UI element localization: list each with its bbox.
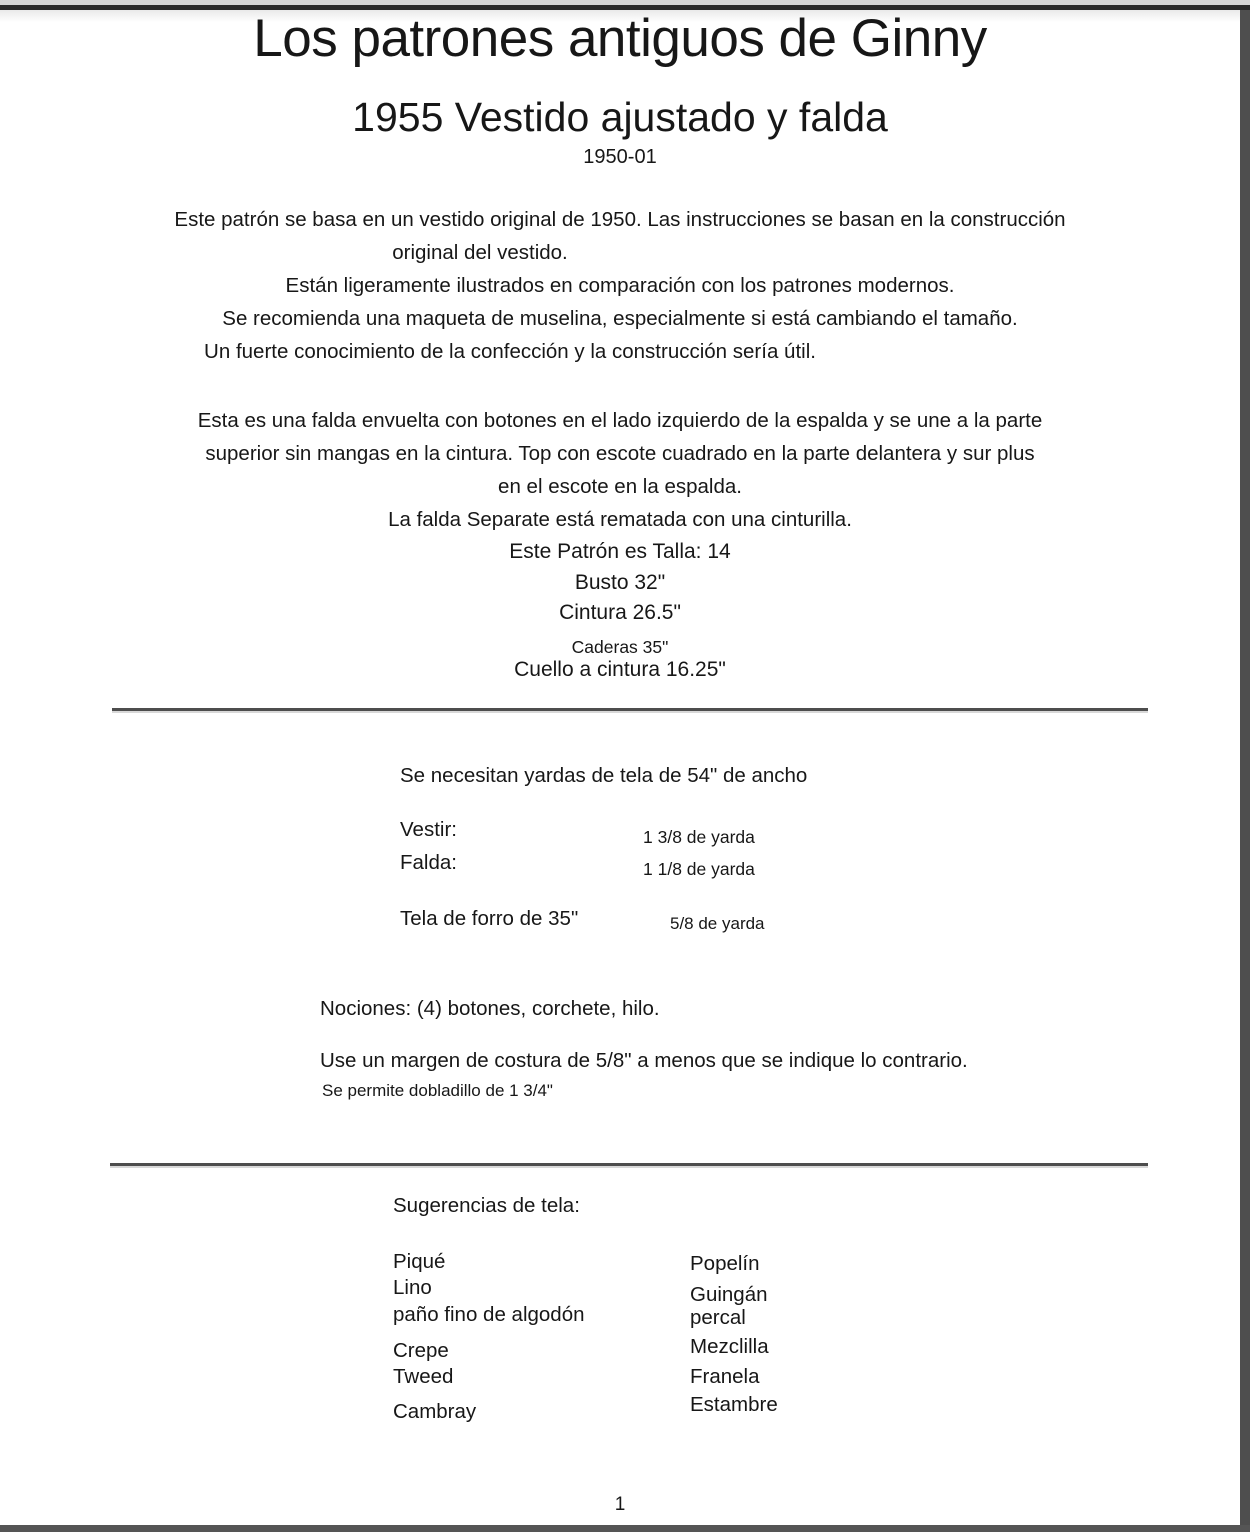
description-line: La falda Separate está rematada con una cinturilla. [388, 508, 852, 531]
hem-allowance-note: Se permite dobladillo de 1 3/4" [322, 1081, 553, 1100]
description-paragraph [0, 404, 1240, 536]
fabric-item: Crepe [393, 1339, 449, 1362]
description-line: en el escote en la espalda. [498, 475, 742, 498]
pattern-number: 1950-01 [583, 146, 657, 168]
intro-line: Se recomienda una maqueta de muselina, especialmente si está cambiando el tamaño. [222, 307, 1018, 330]
yardage-row-value: 1 1/8 de yarda [643, 859, 755, 879]
intro-line: Este patrón se basa en un vestido original de 1950. Las instrucciones se basan en la construcción [174, 208, 1066, 231]
fabric-item: Cambray [393, 1400, 477, 1423]
section-divider [110, 1163, 1148, 1166]
seam-allowance-note: Use un margen de costura de 5/8" a menos que se indique lo contrario. [320, 1049, 968, 1072]
yardage-row-label: Tela de forro de 35" [400, 907, 579, 930]
neck-to-waist-measurement: Cuello a cintura 16.25" [514, 658, 726, 681]
notions-line: Nociones: (4) botones, corchete, hilo. [320, 997, 660, 1020]
yardage-row-label: Vestir: [400, 818, 457, 841]
yardage-row-value: 5/8 de yarda [670, 914, 765, 933]
fabric-item: percal [690, 1306, 746, 1329]
fabric-item: Piqué [393, 1250, 446, 1273]
intro-line: original del vestido. [392, 241, 568, 264]
description-line: Esta es una falda envuelta con botones en el lado izquierdo de la espalda y se une a la parte [197, 409, 1043, 432]
fabric-item: Franela [690, 1365, 760, 1388]
bust-measurement: Busto 32" [574, 571, 666, 594]
page-number: 1 [614, 1494, 626, 1515]
fabric-item: Estambre [690, 1393, 778, 1416]
fabric-item: Lino [393, 1276, 432, 1299]
page-title: Los patrones antiguos de Ginny [253, 9, 987, 68]
intro-line: Están ligeramente ilustrados en comparación con los patrones modernos. [285, 274, 955, 297]
yardage-row-value: 1 3/8 de yarda [643, 827, 755, 847]
waist-measurement: Cintura 26.5" [559, 601, 681, 624]
page-right-border [1240, 10, 1250, 1532]
yardage-heading: Se necesitan yardas de tela de 54" de ancho [400, 764, 808, 787]
fabric-item: Guingán [690, 1283, 768, 1306]
description-line: superior sin mangas en la cintura. Top con escote cuadrado en la parte delantera y sur plus [205, 442, 1035, 465]
fabric-item: paño fino de algodón [393, 1303, 585, 1326]
section-divider [112, 708, 1148, 711]
yardage-row-label: Falda: [400, 851, 457, 874]
intro-line: Un fuerte conocimiento de la confección y la construcción sería útil. [204, 340, 816, 363]
intro-paragraph [0, 203, 1240, 368]
page-bottom-border [0, 1525, 1250, 1532]
size-line: Este Patrón es Talla: 14 [509, 540, 731, 563]
fabric-suggestions-heading: Sugerencias de tela: [393, 1194, 580, 1217]
fabric-item: Popelín [690, 1252, 760, 1275]
fabric-item: Tweed [393, 1365, 454, 1388]
fabric-item: Mezclilla [690, 1335, 769, 1358]
hips-measurement: Caderas 35" [571, 637, 669, 657]
page-subtitle: 1955 Vestido ajustado y falda [352, 94, 888, 140]
